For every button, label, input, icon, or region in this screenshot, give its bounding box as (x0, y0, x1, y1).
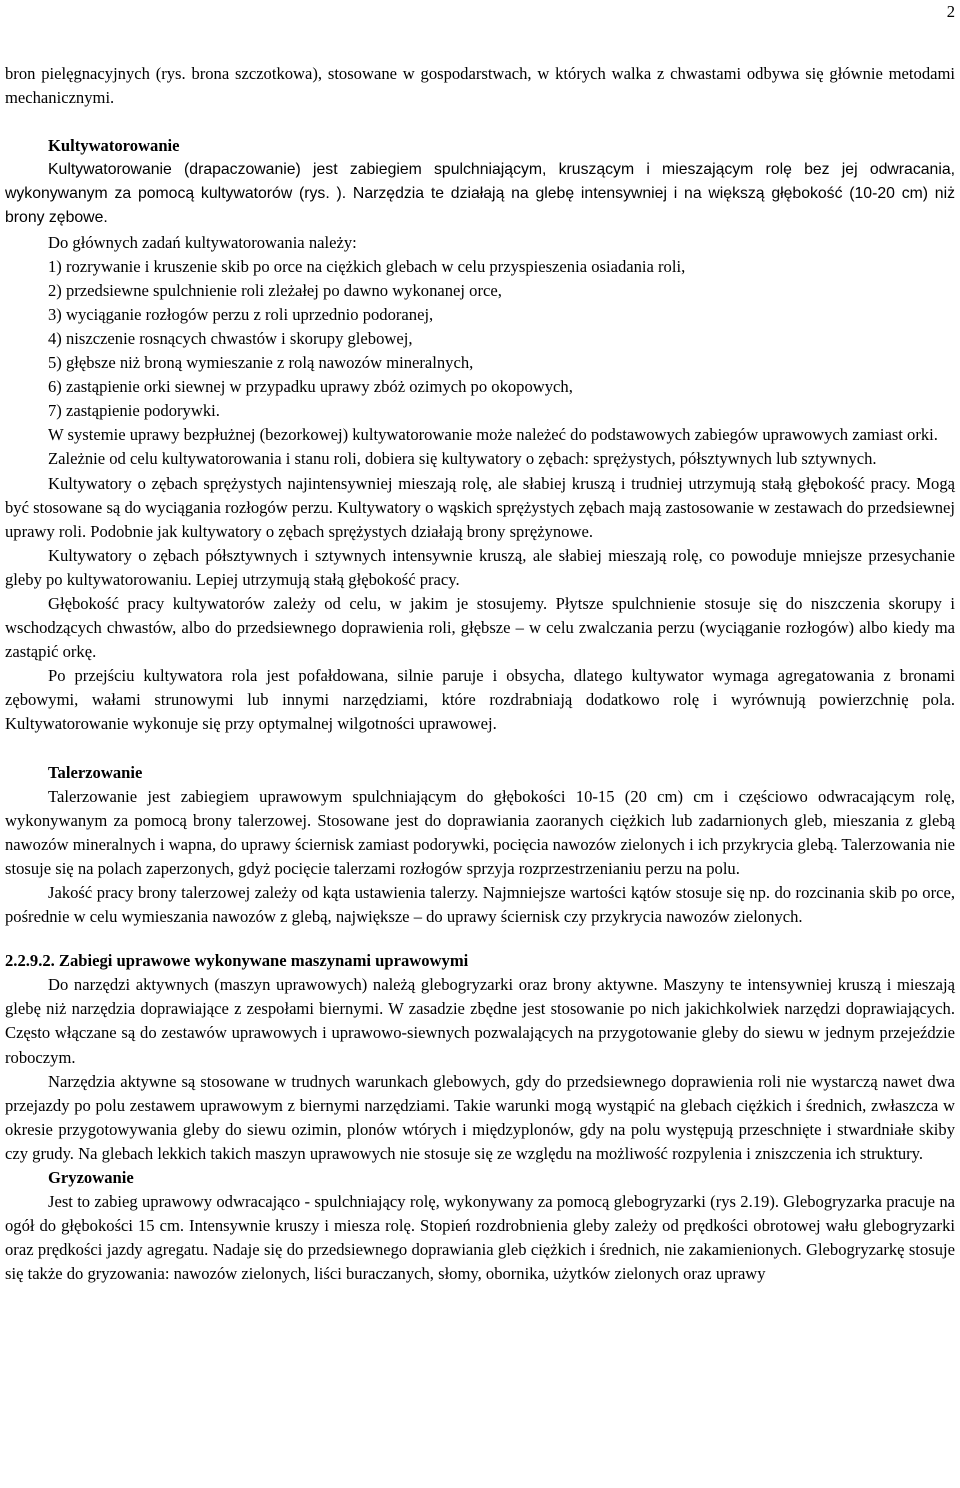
section-zabiegi-maszynami (5, 949, 955, 1166)
paragraph: Narzędzia aktywne są stosowane w trudnych warunkach glebowych, gdy do przedsiewnego doprawienia roli nie wystarczą nawet dwa przejazdy po polu zestawem uprawowym z biernymi narzędziami. Takie warunki mogą wystąpić na glebach ciężkich i średnich, zwłaszcza w okresie przygotowywania gleby do siewu ozimin, plonów wtórych i międzyplonów, gdy na polu występują przeschnięte i stwardniałe skiby czy grudy. Na glebach lekkich takich maszyn uprawowych nie stosuje się ze względu na możliwość rozpylenia i zniszczenia ich struktury. (5, 1071, 955, 1163)
list-intro: Do głównych zadań kultywatorowania należy: (48, 232, 357, 252)
intro-paragraph: bron pielęgnacyjnych (rys. brona szczotkowa), stosowane w gospodarstwach, w których walka z chwastami odbywa się głównie metodami mechanicznymi. (5, 64, 955, 108)
paragraph: Kultywatory o zębach półsztywnych i sztywnych intensywnie kruszą, ale słabiej mieszają rolę, co powoduje mniejsze przesychanie gleby po kultywatorowaniu. Lepiej utrzymują stałą głębokość pracy. (5, 545, 955, 589)
spacer (5, 929, 955, 949)
spacer (5, 737, 955, 761)
section-heading-zabiegi: 2.2.9.2. Zabiegi uprawowe wykonywane maszynami uprawowymi (5, 951, 469, 971)
spacer (5, 110, 955, 134)
paragraph: Kultywatorowanie (drapaczowanie) jest zabiegiem spulchniającym, kruszącym i mieszającym rolę bez jej odwracania, wykonywanym za pomocą kultywatorów (rys. ). Narzędzia te działają na glebę intensywniej i na większą głębokość (10-20 cm) niż brony zębowe. (5, 161, 955, 227)
paragraph: Głębokość pracy kultywatorów zależy od celu, w jakim je stosujemy. Płytsze spulchnienie stosuje się do niszczenia skorupy i wschodzących chwastów, albo do przedsiewnego doprawienia roli, głębsze – w celu zwalczania perzu (wyciąganie rozłogów) albo kiedy ma zastąpić orkę. (5, 593, 955, 662)
page-number: 2 (946, 2, 955, 21)
paragraph: Zależnie od celu kultywatorowania i stanu roli, dobiera się kultywatory o zębach: sprężystych, półsztywnych lub sztywnych. (48, 449, 877, 469)
paragraph: Do narzędzi aktywnych (maszyn uprawowych) należą glebogryzarki oraz brony aktywne. Maszyny te intensywniej kruszą i mieszają glebę niż narzędzia doprawiające z zespołami biernymi. W zasadzie zbędne jest stosowanie po nich jakichkolwiek narzędzi doprawiających. Często włączane są do zestawów uprawowych i uprawowo-siewnych pozwalających na przygotowanie gleby do siewu w jednym przejeździe roboczym. (5, 975, 955, 1067)
document-page (5, 0, 955, 1488)
paragraph: Kultywatory o zębach sprężystych najintensywniej mieszają rolę, ale słabiej kruszą i trudniej utrzymują stałą głębokość pracy. Mogą być stosowane są do wyciągania rozłogów perzu. Kultywatory o wąskich sprężystych zębach mają zastosowanie w zestawach do przedsiewnej uprawy roli. Podobnie jak kultywatory o zębach sprężystych działają brony sprężynowe. (5, 473, 955, 541)
section-heading-kultywatorowanie: Kultywatorowanie (48, 136, 180, 156)
section-kultywatorowanie (5, 134, 955, 736)
list-item: 5) głębsze niż broną wymieszanie z rolą nawozów mineralnych, (48, 353, 474, 373)
section-gryzowanie (5, 1166, 955, 1286)
section-talerzowanie (5, 761, 955, 930)
list-item: 7) zastąpienie podorywki. (48, 401, 220, 421)
paragraph: Jest to zabieg uprawowy odwracająco - spulchniający rolę, wykonywany za pomocą glebogryzarki (rys 2.19). Glebogryzarka pracuje na ogół do głębokości 15 cm. Intensywnie kruszy i miesza rolę. Stopień rozdrobnienia gleby zależy od prędkości obrotowej wału glebogryzarki oraz prędkości jazdy agregatu. Nadaje się do przedsiewnego doprawiania gleb ciężkich i średnich, nie zakamienionych. Glebogryzarkę stosuje się także do gryzowania: nawozów zielonych, liści buraczanych, słomy, obornika, użytków zielonych oraz uprawy (5, 1192, 955, 1284)
paragraph: W systemie uprawy bezpłużnej (bezorkowej) kultywatorowanie może należeć do podstawowych zabiegów uprawowych zamiast orki. (48, 425, 938, 445)
list-item: 6) zastąpienie orki siewnej w przypadku uprawy zbóż ozimych po okopowych, (48, 377, 573, 397)
task-list (5, 255, 955, 424)
paragraph: Jakość pracy brony talerzowej zależy od kąta ustawienia talerzy. Najmniejsze wartości kątów stosuje się np. do rozcinania skib po orce, pośrednie w celu wymieszania nawozów z glebą, największe – do uprawy ściernisk czy przykrycia nawozów zielonych. (5, 883, 955, 927)
list-item: 4) niszczenie rosnących chwastów i skorupy glebowej, (48, 328, 413, 348)
section-heading-talerzowanie: Talerzowanie (48, 762, 143, 782)
paragraph: Po przejściu kultywatora rola jest pofałdowana, silnie paruje i obsycha, dlatego kultywator wymaga agregatowania z bronami zębowymi, wałami strunowymi lub innymi narzędziami, które rozdrabniają dodatkowo rolę i wyrównują powierzchnię pola. Kultywatorowanie wykonuje się przy optymalnej wilgotności uprawowej. (5, 666, 955, 734)
paragraph: Talerzowanie jest zabiegiem uprawowym spulchniającym do głębokości 10-15 (20 cm) cm i częściowo odwracającym rolę, wykonywanym za pomocą brony talerzowej. Stosowane jest do doprawiania zaoranych ciężkich lub zadarnionych gleb, mieszania z glebą nawozów mineralnych i wapna, do uprawy ściernisk zamiast podorywki, pocięcia nawozów zielonych i ich przykrycia glebą. Talerzowania nie stosuje się na polach zaperzonych, gdyż pocięcie talerzami rozłogów sprzyja rozprzestrzenianiu perzu na polu. (5, 786, 955, 878)
list-item: 2) przedsiewne spulchnienie roli zleżałej po dawno wykonanej orce, (48, 280, 502, 300)
list-item: 1) rozrywanie i kruszenie skib po orce na ciężkich glebach w celu przyspieszenia osiadania roli, (48, 256, 686, 276)
section-heading-gryzowanie: Gryzowanie (48, 1168, 134, 1188)
list-item: 3) wyciąganie rozłogów perzu z roli uprzednio podoranej, (48, 304, 434, 324)
